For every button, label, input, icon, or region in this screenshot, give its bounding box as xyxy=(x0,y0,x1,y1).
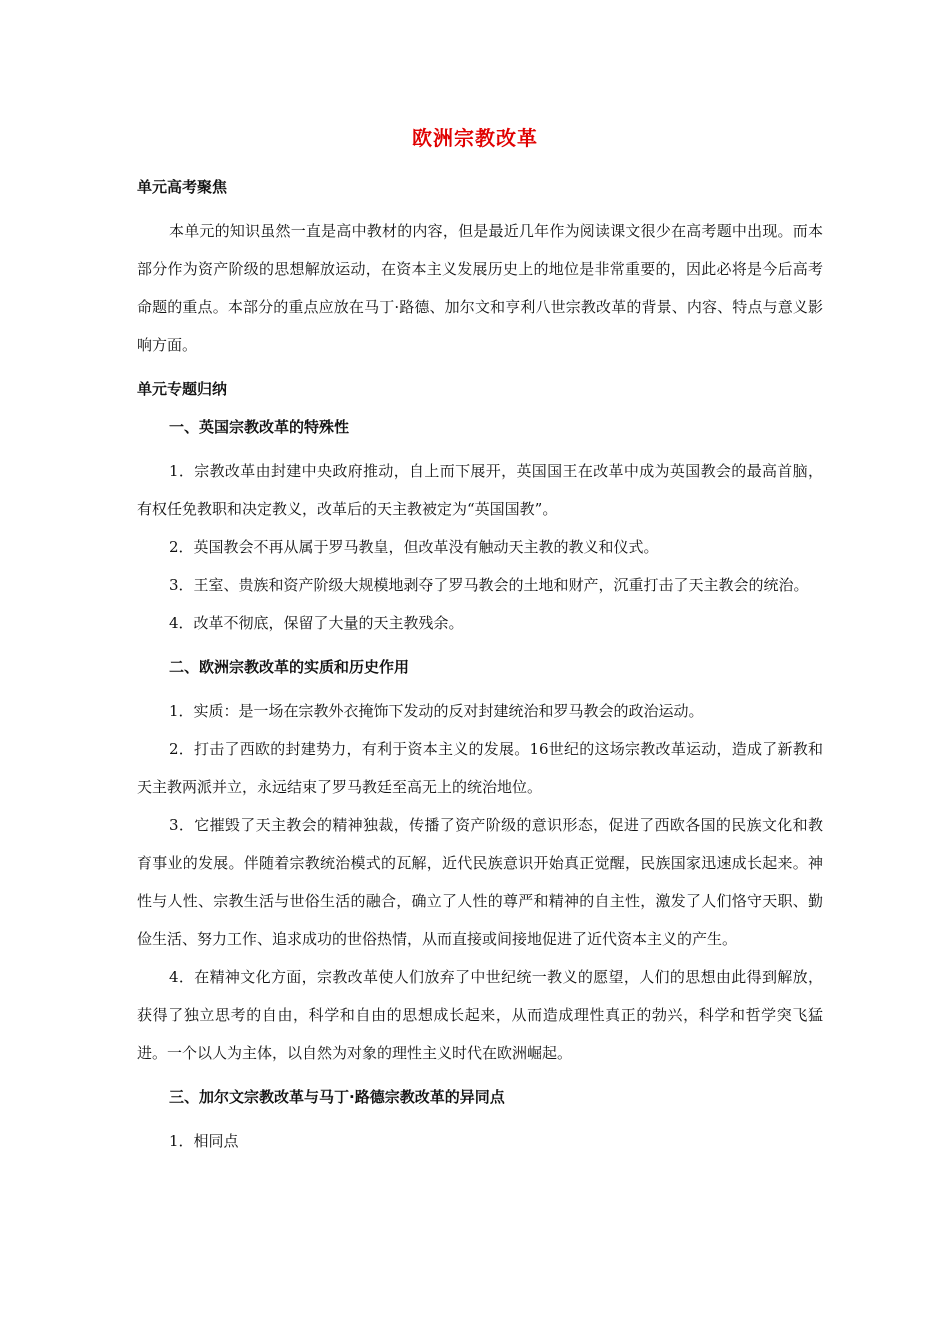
list-item: 1．相同点 xyxy=(169,1132,239,1150)
list-item: 1．宗教改革由封建中央政府推动，自上而下展开，英国国王在改革中成为英国教会的最高首脑，有权任免教职和决定教义，改革后的天主教被定为“英国国教”。 xyxy=(137,462,823,518)
list-item: 4．改革不彻底，保留了大量的天主教残余。 xyxy=(169,614,464,632)
list-item: 3．王室、贵族和资产阶级大规模地剥夺了罗马教会的土地和财产，沉重打击了天主教会的统治。 xyxy=(169,576,809,594)
list-item: 3．它摧毁了天主教会的精神独裁，传播了资产阶级的意识形态，促进了西欧各国的民族文化和教育事业的发展。伴随着宗教统治模式的瓦解，近代民族意识开始真正觉醒，民族国家迅速成长起来。神性与人性、宗教生活与世俗生活的融合，确立了人性的尊严和精神的自主性，激发了人们恪守天职、勤俭生活、努力工作、追求成功的世俗热情，从而直接或间接地促进了近代资本主义的产生。 xyxy=(137,816,823,948)
section-heading-exam-focus: 单元高考聚焦 xyxy=(137,178,228,196)
topic-heading-reformation-essence: 二、欧洲宗教改革的实质和历史作用 xyxy=(169,658,410,676)
list-item: 2．打击了西欧的封建势力，有利于资本主义的发展。16世纪的这场宗教改革运动，造成了新教和天主教两派并立，永远结束了罗马教廷至高无上的统治地位。 xyxy=(137,740,823,796)
document-title: 欧洲宗教改革 xyxy=(412,126,538,150)
topic-heading-english-reformation: 一、英国宗教改革的特殊性 xyxy=(169,418,350,436)
list-item: 1．实质：是一场在宗教外衣掩饰下发动的反对封建统治和罗马教会的政治运动。 xyxy=(169,702,704,720)
list-item: 2．英国教会不再从属于罗马教皇，但改革没有触动天主教的教义和仪式。 xyxy=(169,538,659,556)
section-heading-topic-summary: 单元专题归纳 xyxy=(137,380,228,398)
document-body xyxy=(137,176,823,1160)
list-item: 4．在精神文化方面，宗教改革使人们放弃了中世纪统一教义的愿望，人们的思想由此得到解放，获得了独立思考的自由，科学和自由的思想成长起来，从而造成理性真正的勃兴，科学和哲学突飞猛进。一个以人为主体，以自然为对象的理性主义时代在欧洲崛起。 xyxy=(137,968,823,1062)
topic-heading-calvin-luther-comparison: 三、加尔文宗教改革与马丁·路德宗教改革的异同点 xyxy=(169,1088,505,1106)
exam-focus-paragraph: 本单元的知识虽然一直是高中教材的内容，但是最近几年作为阅读课文很少在高考题中出现。而本部分作为资产阶级的思想解放运动，在资本主义发展历史上的地位是非常重要的，因此必将是今后高考命题的重点。本部分的重点应放在马丁·路德、加尔文和亨利八世宗教改革的背景、内容、特点与意义影响方面。 xyxy=(137,222,823,354)
